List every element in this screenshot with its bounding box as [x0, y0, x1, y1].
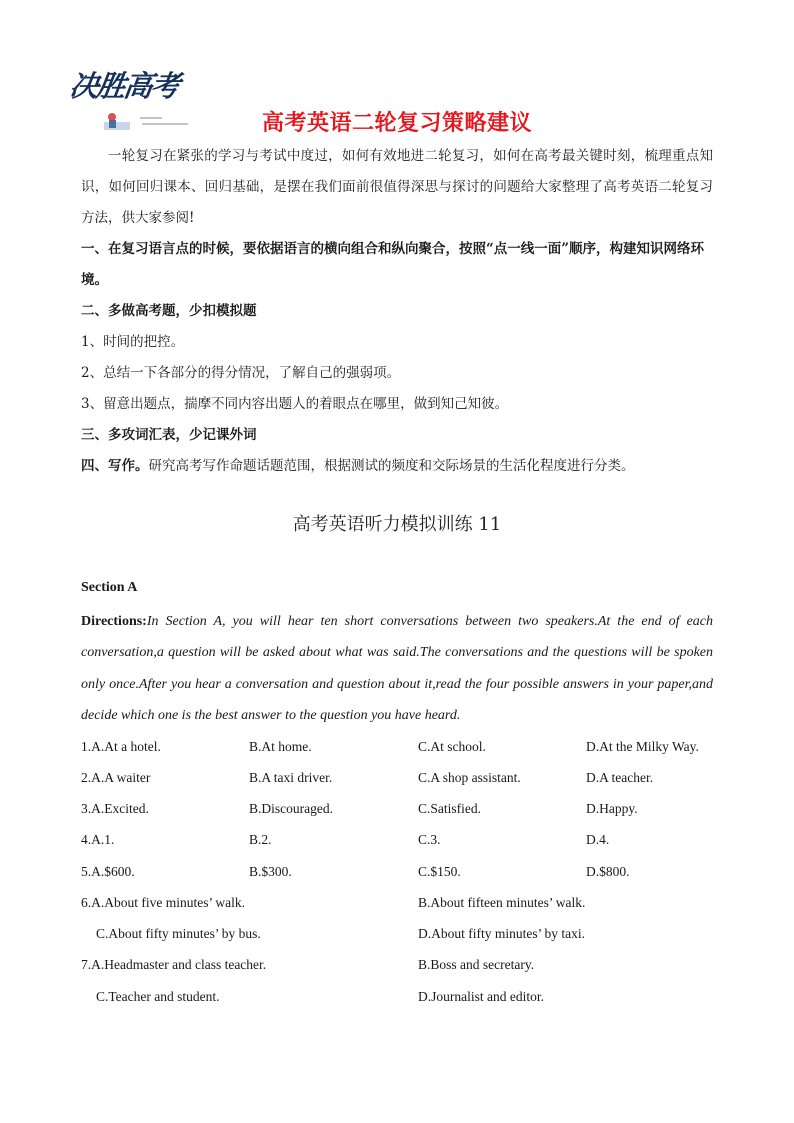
option: D.Journalist and editor. — [418, 989, 544, 1004]
option: B.$300. — [249, 864, 292, 879]
directions-label: Directions: — [81, 614, 147, 629]
option: 2.A.A waiter — [81, 770, 151, 785]
tip-2-item-2: 2、总结一下各部分的得分情况，了解自己的强弱项。 — [81, 365, 401, 381]
tip-2-item-3: 3、留意出题点，揣摩不同内容出题人的着眼点在哪里，做到知己知彼。 — [81, 396, 509, 412]
question-row-7b — [81, 989, 721, 1020]
question-row-4 — [81, 832, 721, 863]
tip-2: 二、多做高考题，少扣模拟题 — [81, 303, 257, 319]
option: D.At the Milky Way. — [586, 739, 699, 754]
option: C.A shop assistant. — [418, 770, 521, 785]
tip-4-label: 四、写作。 — [81, 458, 149, 474]
tip-3: 三、多攻词汇表，少记课外词 — [81, 427, 257, 443]
option: B.About fifteen minutes’ walk. — [418, 895, 586, 910]
option: C.Satisfied. — [418, 801, 481, 816]
exercise-title: 高考英语听力模拟训练 11 — [292, 514, 502, 535]
option: B.At home. — [249, 739, 312, 754]
option: B.Discouraged. — [249, 801, 333, 816]
option: 3.A.Excited. — [81, 801, 149, 816]
question-row-5 — [81, 864, 721, 895]
option: D.4. — [586, 832, 610, 847]
tip-4-text: 研究高考写作命题话题范围，根据测试的频度和交际场景的生活化程度进行分类。 — [148, 458, 635, 474]
option: D.A teacher. — [586, 770, 654, 785]
question-row-1 — [81, 739, 721, 770]
option: 1.A.At a hotel. — [81, 739, 161, 754]
question-row-3 — [81, 801, 721, 832]
intro-paragraph: 一轮复习在紧张的学习与考试中度过，如何有效地进二轮复习，如何在高考最关键时刻，梳理重点知识，如何回归课本、回归基础，是摆在我们面前很值得深思与探讨的问题给大家整理了高考英语二轮复习方法，供大家参阅! — [81, 148, 713, 226]
option: C.At school. — [418, 739, 486, 754]
option: C.Teacher and student. — [96, 989, 220, 1004]
option: C.About fifty minutes’ by bus. — [96, 926, 261, 941]
logo-text: 决胜高考 — [67, 69, 181, 103]
option: C.$150. — [418, 864, 461, 879]
tip-1: 一、在复习语言点的时候，要依据语言的横向组合和纵向聚合，按照“点一线一面”顺序，构建知识网络环境。 — [81, 241, 705, 288]
directions-text: In Section A, you will hear ten short conversations between two speakers.At the end of each conversation,a question will be asked about what was said.The conversations and the questions will be spoken only once.After you hear a conversation and question about it,read the four possible answers in your paper,and decide which one is the best answer to the question you have heard. — [81, 614, 713, 723]
option: B.A taxi driver. — [249, 770, 333, 785]
option: D.Happy. — [586, 801, 638, 816]
page-title: 高考英语二轮复习策略建议 — [261, 111, 532, 136]
question-row-2 — [81, 770, 721, 801]
option: 5.A.$600. — [81, 864, 135, 879]
option: D.About fifty minutes’ by taxi. — [418, 926, 585, 941]
option: 6.A.About five minutes’ walk. — [81, 895, 245, 910]
option: C.3. — [418, 832, 441, 847]
tip-4 — [81, 451, 713, 482]
option: 4.A.1. — [81, 832, 115, 847]
section-heading: Section A — [81, 580, 138, 595]
directions — [81, 606, 713, 731]
option: D.$800. — [586, 864, 630, 879]
question-row-6a — [81, 895, 721, 926]
question-row-6b — [81, 926, 721, 957]
option: B.2. — [249, 832, 272, 847]
option: B.Boss and secretary. — [418, 957, 535, 972]
question-row-7a — [81, 957, 721, 988]
option: 7.A.Headmaster and class teacher. — [81, 957, 267, 972]
tip-2-item-1: 1、时间的把控。 — [81, 334, 185, 350]
